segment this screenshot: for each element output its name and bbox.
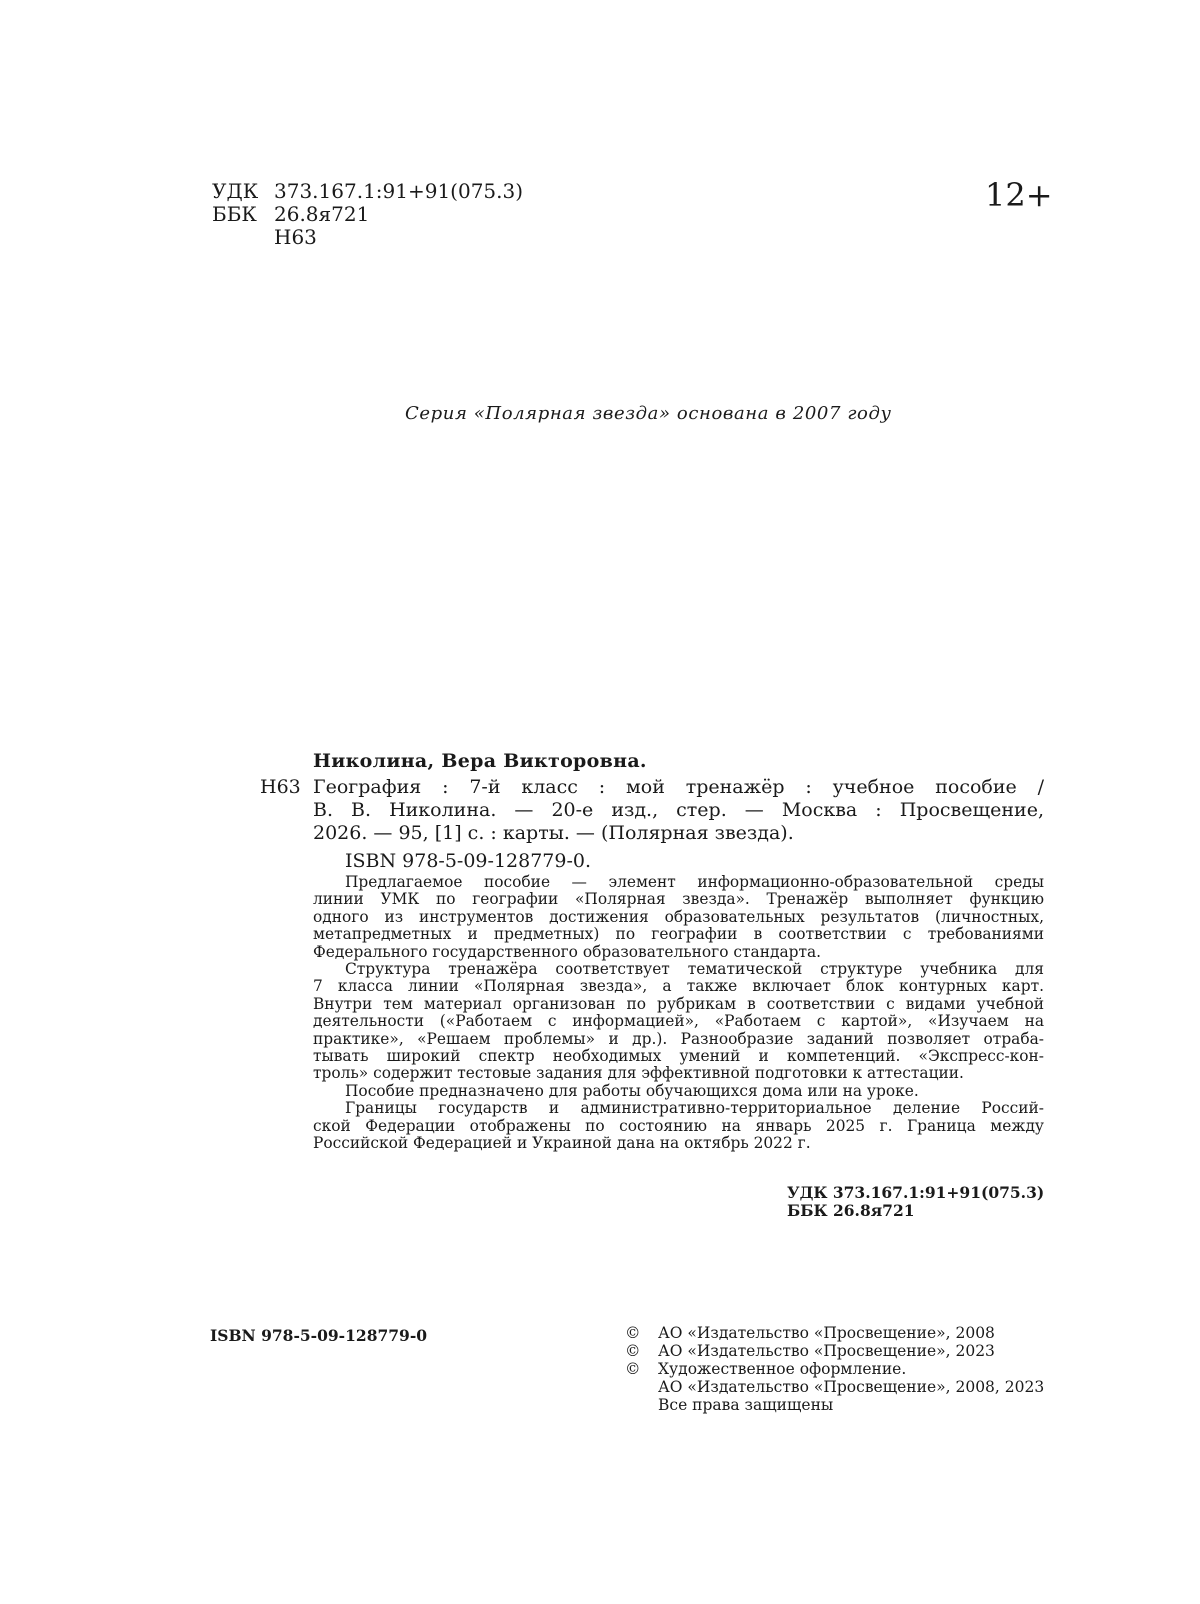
annotation-line: практике», «Решаем проблемы» и др.). Разнообразие заданий позволяет отраба-: [313, 1030, 1044, 1048]
record-udk-code: УДК 373.167.1:91+91(075.3): [787, 1183, 1045, 1202]
annotation-line: Пособие предназначено для работы обучающихся дома или на уроке.: [345, 1082, 919, 1100]
annotation-line: Предлагаемое пособие — элемент информационно-образовательной среды: [345, 874, 1044, 891]
udk-line: [212, 180, 523, 203]
copyright-text: АО «Издательство «Просвещение», 2023: [658, 1342, 995, 1360]
annotation-line: Внутри тем материал организован по рубрикам в соответствии с видами учебной: [313, 995, 1044, 1013]
annotation-line: Структура тренажёра соответствует тематической структуре учебника для: [345, 961, 1044, 979]
bbk-line: [212, 203, 523, 226]
annotation-line: линии УМК по географии «Полярная звезда». Тренажёр выполняет функцию: [313, 891, 1044, 909]
copyright-text: АО «Издательство «Просвещение», 2008: [658, 1324, 995, 1342]
title-line: 2026. — 95, [1] с. : карты. — (Полярная звезда).: [313, 822, 794, 844]
footer-isbn: ISBN 978-5-09-128779-0: [210, 1326, 428, 1345]
title-line: География : 7-й класс : мой тренажёр : учебное пособие /: [313, 776, 1044, 798]
record-call-number: Н63: [260, 776, 301, 798]
annotation-line: одного из инструментов достижения образовательных результатов (личностных,: [313, 908, 1044, 926]
bbk-value: 26.8я721: [274, 202, 370, 226]
copyright-line: [625, 1360, 1044, 1378]
udk-label: УДК: [212, 179, 259, 203]
annotation-line: Российской Федерацией и Украиной дана на октябрь 2022 г.: [313, 1135, 811, 1153]
copyright-line: [625, 1324, 1044, 1342]
annotation-line: тывать широкий спектр необходимых умений и компетенций. «Экспресс-кон-: [313, 1048, 1044, 1066]
bbk-label: ББК: [212, 202, 257, 226]
age-rating: 12+: [985, 176, 1053, 214]
author-sign: Н63: [274, 225, 317, 249]
record-author: Николина, Вера Викторовна.: [313, 750, 647, 772]
copyright-text: Художественное оформление.: [658, 1360, 907, 1378]
annotation-line: троль» содержит тестовые задания для эффективной подготовки к аттестации.: [313, 1065, 964, 1083]
annotation-line: Федерального государственного образовательного стандарта.: [313, 943, 822, 961]
copyright-continuation: АО «Издательство «Просвещение», 2008, 2023: [658, 1378, 1045, 1396]
series-note: Серия «Полярная звезда» основана в 2007 году: [405, 403, 892, 424]
classification-block: [212, 180, 523, 249]
annotation-line: деятельности («Работаем с информацией», «Работаем с картой», «Изучаем на: [313, 1013, 1044, 1031]
record-isbn: ISBN 978-5-09-128779-0.: [345, 850, 592, 872]
record-annotation: [313, 874, 1044, 1153]
record-codes: [787, 1184, 1044, 1220]
copyright-icon: ©: [625, 1342, 641, 1360]
udk-value: 373.167.1:91+91(075.3): [274, 179, 524, 203]
copyright-icon: ©: [625, 1324, 641, 1342]
annotation-line: ской Федерации отображены по состоянию на январь 2025 г. Граница между: [313, 1117, 1044, 1135]
annotation-line: Границы государств и административно-территориальное деление Россий-: [345, 1100, 1044, 1118]
copyright-block: [625, 1324, 1044, 1414]
annotation-line: метапредметных и предметных) по географии в соответствии с требованиями: [313, 926, 1044, 944]
record-bbk-code: ББК 26.8я721: [787, 1201, 915, 1220]
title-line: В. В. Николина. — 20-е изд., стер. — Москва : Просвещение,: [313, 799, 1044, 821]
annotation-line: 7 класса линии «Полярная звезда», а также включает блок контурных карт.: [313, 978, 1044, 996]
copyright-line: [625, 1342, 1044, 1360]
rights-reserved: Все права защищены: [658, 1396, 834, 1414]
record-title-block: [313, 776, 1044, 845]
copyright-icon: ©: [625, 1360, 641, 1378]
